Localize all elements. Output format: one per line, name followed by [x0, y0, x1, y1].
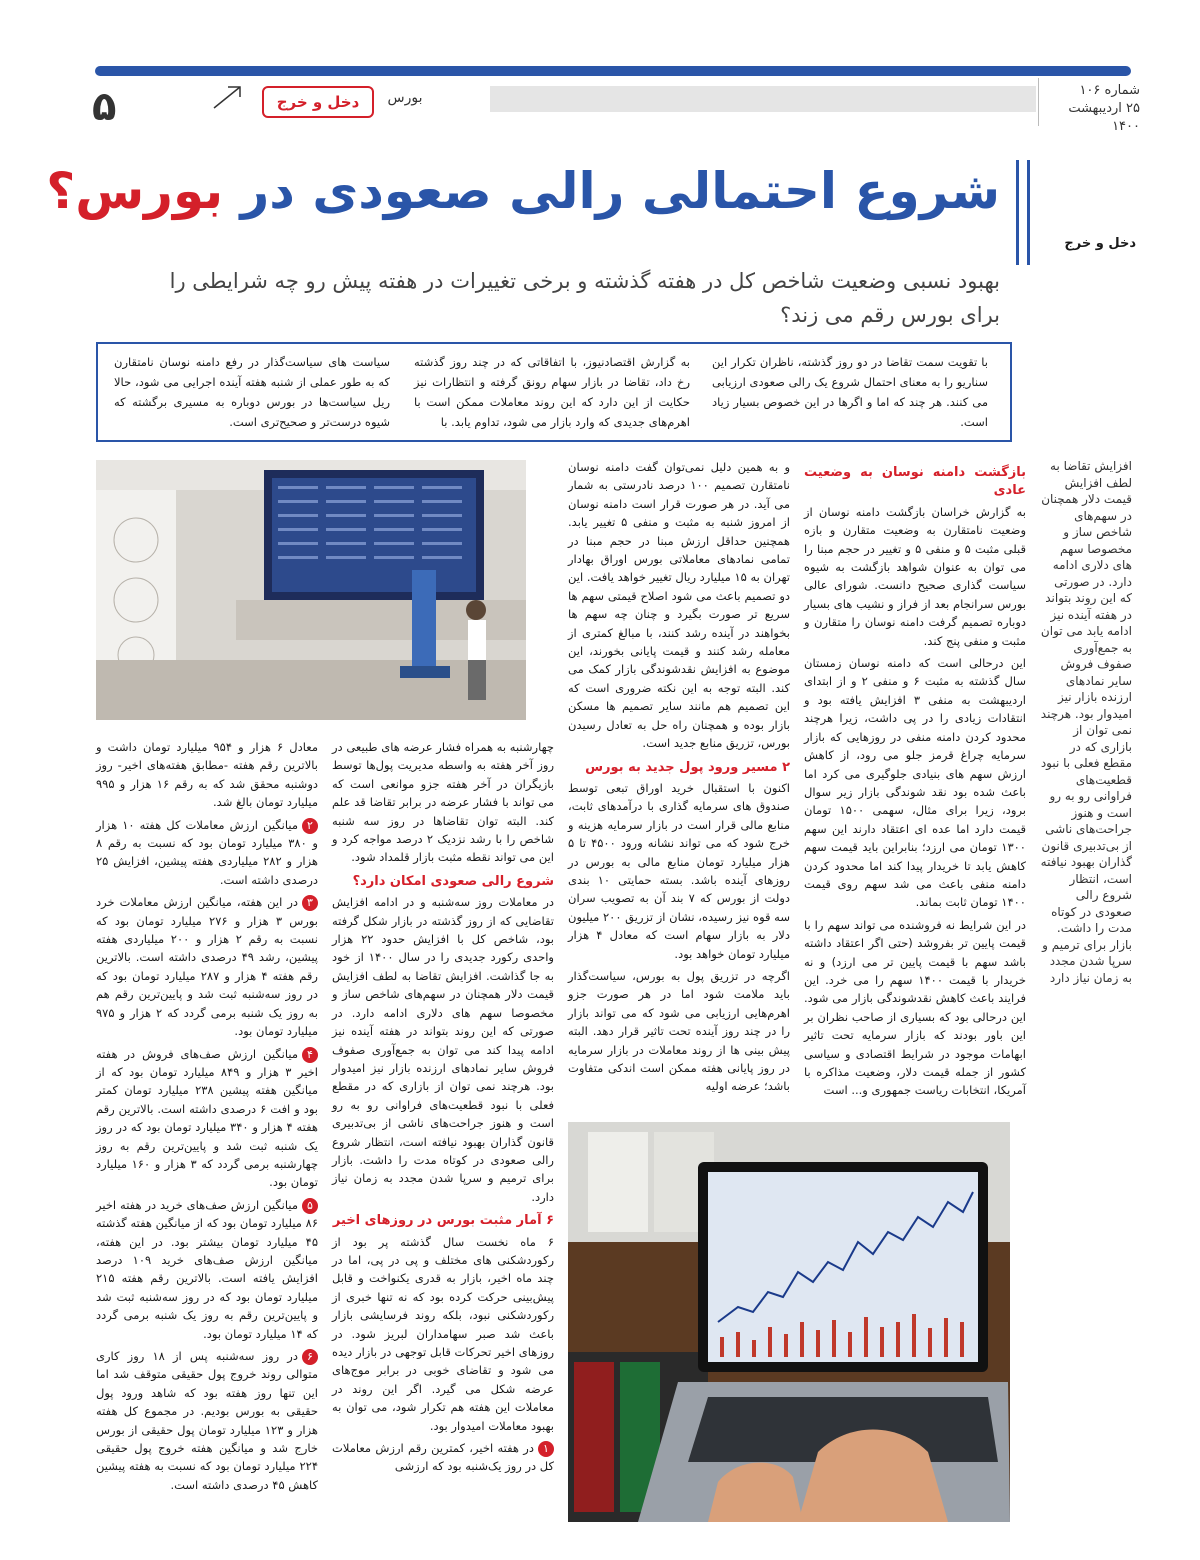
col1-paragraph: در این شرایط نه فروشنده می تواند سهم را با قیمت پایین تر بفروشد (حتی اگر اعتقاد داشته باشد سهم با قیمت پایین تر می ارزد) و نه خریدار با قیمت ۱۴۰۰ سهم را می خرد. این فرایند باعث کاهش نقدشوندگی بازار می شود. این درحالی بود که بسیاری از صاحب نظران بر این باور بودند که بازار سرمایه تحت تاثیر ابهامات موجود در شرایط اقتصادی و سیاسی کشور از جمله قیمت دلار، وضعیت مذاکره با آمریکا، انتخابات ریاست جمهوری و... است	[804, 917, 1026, 1098]
col3-paragraph: ۶ ماه نخست سال گذشته پر بود از رکوردشکنی های مختلف و پی در پی، اما در چند ماه اخیر، بازار به قدری یکنواخت و قابل پیش‌بینی حرکت کرده بود که نه تنها خبری از رکوردشکنی نبود، بلکه روند فرسایشی بازار باعث شد صبر سهامداران لبریز شود. در روزهای اخیر تحرکات قابل توجهی در بازار دیده می شود و تقاضای خوبی در برابر موج‌های عرضه شکل می گیرد. اگر این روند در معاملات این هفته هم تکرار شود، می توان به بهبود معاملات امیدوار بود.	[332, 1234, 554, 1433]
item-text: میانگین ارزش صف‌های فروش در هفته اخیر ۳ هزار و ۸۴۹ میلیارد تومان بود که از میانگین هفته پیشین ۲۳۸ میلیارد تومان کمتر بود و افت ۶ درصدی داشته است. بالاترین رقم هفته ۴ هزار و ۳۴۰ میلیارد تومان بود که در روز یک شنبه ثبت شد و پایین‌ترین رقم به روز چهارشنبه برمی گردد که ۳ هزار و ۱۶۰ میلیارد تومان بود.	[96, 1046, 318, 1190]
title-main: شروع احتمالی رالی صعودی در	[240, 162, 1000, 220]
list-item	[96, 893, 318, 1040]
heading-range-return: بازگشت دامنه نوسان به وضعیت عادی	[804, 465, 1026, 499]
top-color-bar	[95, 66, 1131, 76]
item-number-badge: ۵	[302, 1198, 318, 1214]
issue-number: شماره ۱۰۶	[1079, 83, 1140, 98]
item-text: در این هفته، میانگین ارزش معاملات خرد بورس ۳ هزار و ۲۷۶ میلیارد تومان بود که نسبت به رقم ۲ هزار و ۲۰۰ میلیاردی هفته پیشین، رشد ۴۹ درصدی داشته است. بالاترین رقم هفته ۴ هزار و ۲۸۷ میلیارد تومان بود که در روز سه‌شنبه ثبت شد و پایین‌ترین رقم هم به روز یک شنبه برمی گردد که ۲ هزار و ۹۷۵ میلیارد تومان بود.	[96, 895, 319, 1039]
item-text: میانگین ارزش صف‌های خرید در هفته اخیر ۸۶ میلیارد تومان بود که از میانگین هفته گذشته ۴۵ میلیارد تومان بیشتر بود. در این هفته، میانگین ارزش صف‌های خرید ۱۰۹ درصد افزایش یافته است. بالاترین رقم هفته ۲۱۵ میلیارد تومان بود که در روز سه‌شنبه ثبت شد و پایین‌ترین رقم به روز یک شنبه برمی گردد که ۱۴ میلیارد تومان بود.	[96, 1197, 318, 1341]
list-item	[96, 1196, 318, 1343]
brand-logo: دخل و خرج	[262, 86, 374, 118]
list-item	[332, 1439, 554, 1476]
item-number-badge: ۳	[302, 895, 318, 911]
item-number-badge: ۲	[302, 818, 318, 834]
sidebar-quote: افزایش تقاضا به لطف افزایش قیمت دلار همچنان در سهم‌های شاخص ساز و مخصوصا سهم های دلاری ادامه دارد. در صورتی که این روند بتواند در هفته آینده نیز ادامه یابد می توان به جمع‌آوری صفوف فروش سایر نمادهای ارزنده بازار نیز امیدوار بود. هرچند نمی توان از بازاری که در مقطع فعلی با نبود قطعیت‌های فراوانی رو به رو است و هنوز جراحت‌های ناشی از بی‌تدبیری قانون گذاران بهبود نیافته است، انتظار شروع رالی صعودی در کوتاه مدت را داشت. بازار برای ترمیم و سرپا شدن مجدد به زمان نیاز دارد	[1040, 459, 1132, 985]
item-number-badge: ۴	[302, 1047, 318, 1063]
issue-date: ۲۵ اردیبهشت ۱۴۰۰	[1068, 101, 1140, 134]
col2-paragraph: اکنون با استقبال خرید اوراق تبعی توسط صندوق های سرمایه گذاری با درآمدهای ثابت، منابع مالی قرار است در بازار سرمایه هزینه و خرج شود که می تواند نشانه ورود ۴۵۰۰ تا ۵ هزار میلیارد تومان منابع مالی به بورس در روزهای آینده باشد. بسته حمایتی ۱۰ بندی دولت از بورس که ۷ بند آن به تصویب سران سه قوه نیز رسیده، نشان از تزریق ۲۰۰ میلیون دلار به بازار سهام است که معادل ۴ هزار میلیارد تومان خواهد بود.	[568, 780, 791, 961]
issue-info	[1050, 82, 1140, 136]
stock-exchange-photo	[96, 460, 526, 720]
item-text: در روز سه‌شنبه پس از ۱۸ روز کاری متوالی روند خروج پول حقیقی متوقف شد اما این تنها روز هفته بود که شاهد ورود پول حقیقی به بورس بودیم. در مجموع کل هفته هزار و ۱۲۳ میلیارد تومان پول حقیقی از بورس خارج شد و میانگین هفته خروج پول حقیقی ۲۲۴ میلیارد تومان بود که نسبت به هفته پیشین کاهش ۴۵ درصدی داشته است.	[96, 1349, 318, 1492]
laptop-chart-photo	[568, 1122, 1010, 1522]
heading-rally: شروع رالی صعودی امکان دارد؟	[352, 873, 554, 889]
article-col-4	[96, 738, 318, 1498]
item-text: در هفته اخیر، کمترین رقم ارزش معاملات کل در روز یک‌شنبه بود که ارزشی	[332, 1441, 554, 1474]
col2-paragraph: اگرچه در تزریق پول به بورس، سیاست‌گذار باید ملامت شود اما در هر صورت جزو اهرم‌هایی ارزیابی می شود که می تواند بازار را در چند روز آینده تحت تاثیر قرار دهد. البته پیش بینی ها از روند معاملات در بازار سرمایه در روز پایانی هفته ممکن است اندکی متفاوت باشد؛ عرضه اولیه	[568, 968, 790, 1094]
item-number-badge: ۶	[302, 1349, 318, 1365]
article-col-1	[804, 458, 1026, 1104]
list-item	[96, 1347, 318, 1494]
col1-paragraph: به گزارش خراسان بازگشت دامنه نوسان از وضعیت نامتقارن به وضعیت متقارن و بازه قبلی مثبت ۵ و منفی ۵ و تغییر در حجم مبنا را می توان به عنوان شواهد بازگشت به شیوه سیاست گذاری صحیح دانست. شورای عالی بورس سرانجام بعد از فراز و نشیب های بسیار دوباره تصمیم گرفت دامنه نوسان را متقارن و مثبت و منفی پنج کند.	[804, 504, 1026, 648]
subtitle: بهبود نسبی وضعیت شاخص کل در هفته گذشته و برخی تغییرات در هفته پیش رو چه شرایطی را برای بورس رقم می زند؟	[169, 269, 1000, 327]
item-text: میانگین ارزش معاملات کل هفته ۱۰ هزار و ۳۸۰ میلیارد تومان بود که نسبت به رقم ۸ هزار و ۲۸۲ میلیاردی هفته پیشین، افزایش ۲۵ درصدی داشته است.	[96, 817, 319, 887]
lead-col-3: سیاست های سیاست‌گذار در رفع دامنه نوسان نامتقارن که به طور عملی از شنبه هفته آینده اجرایی می شود، حالا ریل سیاست‌ها در بورس دوباره به مسیری برگشته که شیوه درست‌تر و صحیح‌تری است.	[114, 355, 390, 429]
col4-paragraph: معادل ۶ هزار و ۹۵۴ میلیارد تومان داشت و بالاترین رقم هفته -مطابق هفته‌های اخیر- روز دوشنبه محقق شد که به رقم ۱۶ هزار و ۹۹۵ میلیارد تومان بالغ شد.	[96, 740, 318, 810]
article-col-2	[568, 458, 790, 1100]
heading-new-money: ۲ مسیر ورود پول جدید به بورس	[585, 759, 790, 775]
title-highlight: بورس؟	[46, 162, 224, 220]
lead-col-1: با تقویت سمت تقاضا در دو روز گذشته، ناظران تکرار این سناریو را به معنای احتمال شروع یک رالی صعودی ارزیابی می کنند. هر چند که اما و اگرها در این خصوص بسیار زیاد است.	[712, 355, 988, 429]
title-accent-bars	[1016, 160, 1030, 265]
col1-paragraph: این درحالی است که دامنه نوسان زمستان سال گذشته به مثبت ۶ و منفی ۲ و از ابتدای اردیبهشت به منفی ۳ افزایش یافته بود و انتقادات زیادی را در پی داشت، زیرا هرچند محدود کردن دامنه منفی در روزهایی که بازار سرمایه چراغ قرمز جلو می رود، از کاهش ارزش سهم های بنیادی جلوگیری می کرد اما باعث شده بود نقد شوندگی بازار زیر سوال برود، زیرا برای مثال، سهمی ۱۵۰۰ تومان قیمت دارد اما عده ای اعتقاد دارند این سهم ۱۳۰۰ تومان می ارزد؛ بنابراین باید قیمت سهم کاهش یابد تا خریدار پیدا کند اما محدود کردن دامنه منفی باعث می شد سهم روی قیمت ۱۴۰۰ تومان ثابت بماند.	[804, 656, 1026, 910]
rubric: دخل و خرج	[1064, 236, 1136, 251]
item-number-badge: ۱	[538, 1441, 554, 1457]
col3-paragraph: چهارشنبه به همراه فشار عرضه های طبیعی در روز آخر هفته به واسطه مدیریت پول‌ها توسط بازیگران در آخر هفته جزو موانعی است که می تواند با فشار عرضه در برابر تقاضا قد علم کند. البته توان تقاضاها در روز سه شنبه شاخص را با رشد نزدیک ۲ درصد مواجه کرد و این می تواند نقطه مثبت بازار قلمداد شود.	[332, 740, 554, 865]
header-gray-band	[490, 86, 1036, 112]
article-col-3	[332, 738, 554, 1480]
heading-six-stats: ۶ آمار مثبت بورس در روزهای اخیر	[332, 1213, 554, 1229]
page-number: ۵	[92, 84, 117, 130]
page-title	[46, 162, 1000, 220]
lead-col-2: به گزارش اقتصادنیوز، با اتفاقاتی که در چند روز گذشته رخ داد، تقاضا در بازار سهام رونق گرفته و انتظارات نیز حکایت از این دارد که این روند معاملات ممکن است با اهرم‌های جدیدی که وارد بازار می شود، تداوم یابد. با	[414, 355, 690, 429]
col2-paragraph: و به همین دلیل نمی‌توان گفت دامنه نوسان نامتقارن تصمیم ۱۰۰ درصد نادرستی به شمار می آید. در هر صورت قرار است دامنه نوسان از امروز شنبه به مثبت و منفی ۵ تغییر یابد. همچنین حداقل ارزش مبنا در حجم مبنا در تمامی نمادهای معاملاتی بورس اوراق بهادار تهران به ۱۵ میلیارد ریال تغییر خواهد یافت. این دو تصمیم باعث می شود اصلاح قیمتی سهم ها سریع تر صورت بگیرد و چنان چه سهم ها بخواهند در آینده رشد کنند، با مبالغ کمتری از معامله رشد کنند و قیمت پایانی بخورند، این موضوع به افزایش نقدشوندگی بازار کمک می کند. البته توجه به این نکته ضروری است که این تصمیم هم مانند سایر تصمیم ها مسکن بازار بوده و همچنان راه حل به تعادل رسیدن بورس، تزریق منابع جدید است.	[568, 460, 791, 751]
section-label: بورس	[387, 90, 423, 106]
arrow-icon	[210, 84, 244, 110]
header-divider	[1038, 78, 1039, 126]
list-item	[96, 1045, 318, 1192]
list-item	[96, 816, 318, 890]
col3-paragraph: در معاملات روز سه‌شنبه و در ادامه افزایش تقاضایی که از روز گذشته در بازار شکل گرفته بود، شاخص کل با افزایش حدود ۲۲ هزار واحدی رکورد جدیدی را در سال ۱۴۰۰ از خود به جا گذاشت. افزایش تقاضا به لطف افزایش قیمت دلار همچنان در سهم‌های شاخص ساز و مخصوصا سهم های دلاری ادامه دارد. در صورتی که این روند بتواند در هفته آینده نیز ادامه پیدا کند می توان به جمع‌آوری صفوف فروش سایر نمادهای ارزنده بازار نیز امیدوار بود. هرچند نمی توان از بازاری که در مقطع فعلی با نبود قطعیت‌های فراوانی رو به رو است و هنوز جراحت‌های ناشی از بی‌تدبیری قانون گذاران بهبود نیافته است، انتظار شروع رالی صعودی در کوتاه مدت را داشت. بازار برای ترمیم و سرپا شدن مجدد به زمان نیاز دارد.	[332, 895, 554, 1204]
